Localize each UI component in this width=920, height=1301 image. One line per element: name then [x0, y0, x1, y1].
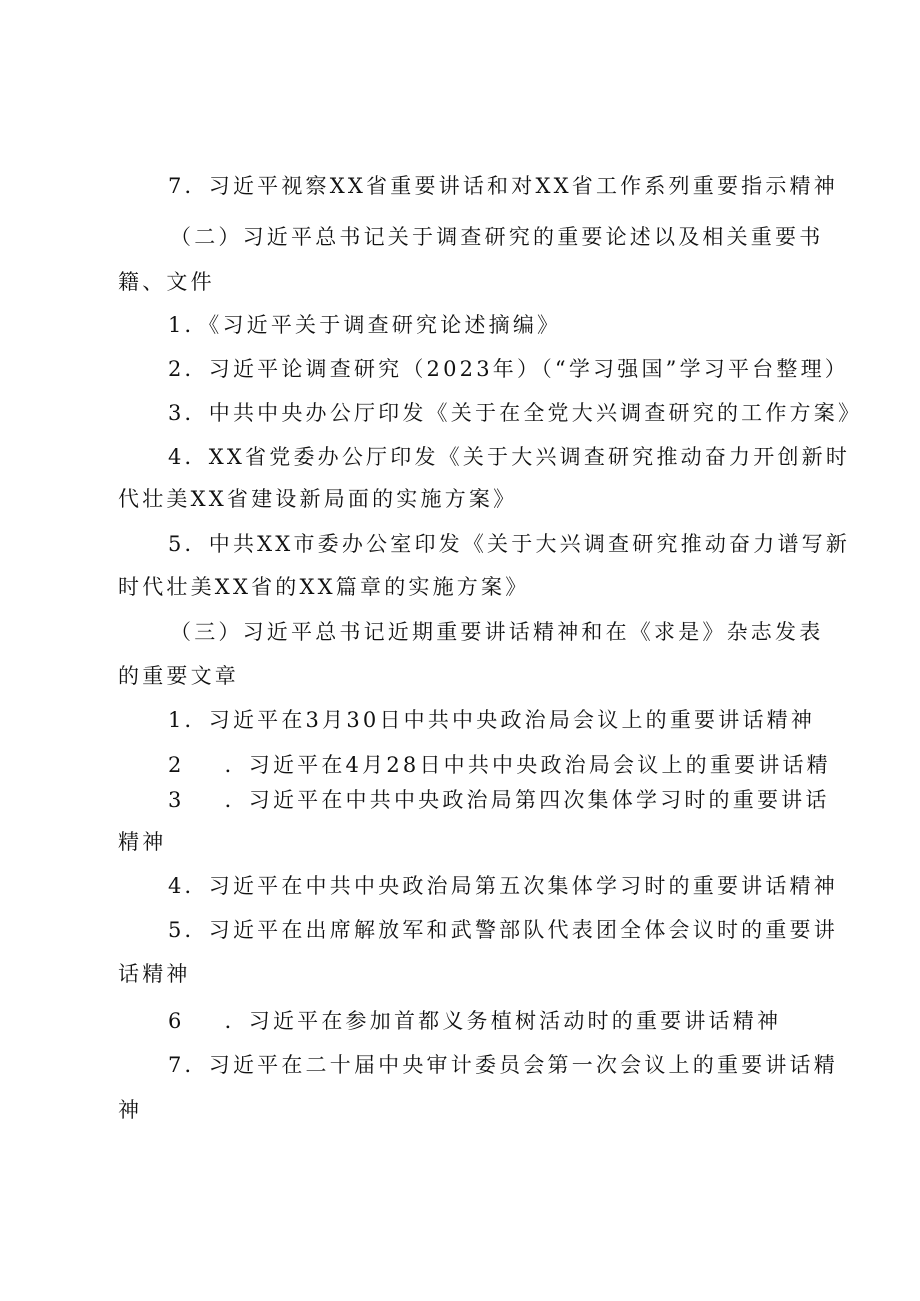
list-item-continuation: 话精神 — [118, 962, 191, 986]
list-item-number: 6 — [168, 1009, 185, 1033]
list-item — [168, 1008, 781, 1034]
section-heading: （三）习近平总书记近期重要讲话精神和在《求是》杂志发表 — [170, 620, 824, 644]
list-item-number: 3 — [168, 788, 185, 812]
list-item-text: ．习近平在中共中央政治局第四次集体学习时的重要讲话 — [224, 788, 830, 812]
list-item: 2．习近平论调查研究（2023年）（“学习强国”学习平台整理） — [168, 357, 849, 381]
list-item: 7．习近平视察XX省重要讲话和对XX省工作系列重要指示精神 — [168, 174, 838, 198]
list-item: 7．习近平在二十届中央审计委员会第一次会议上的重要讲话精 — [168, 1053, 838, 1077]
list-item: 1．习近平在3月30日中共中央政治局会议上的重要讲话精神 — [168, 708, 816, 732]
list-item-continuation: 代壮美XX省建设新局面的实施方案》 — [118, 487, 518, 511]
list-item: 4．XX省党委办公厅印发《关于大兴调查研究推动奋力开创新时 — [168, 445, 851, 469]
section-heading-continuation: 的重要文章 — [118, 664, 239, 688]
list-item: 5．习近平在出席解放军和武警部队代表团全体会议时的重要讲 — [168, 918, 838, 942]
list-item: 3．中共中央办公厅印发《关于在全党大兴调查研究的工作方案》 — [168, 401, 863, 425]
list-item-text: ．习近平在参加首都义务植树活动时的重要讲话精神 — [224, 1009, 782, 1033]
section-heading: （二）习近平总书记关于调查研究的重要论述以及相关重要书 — [170, 225, 824, 249]
list-item: 5．中共XX市委办公室印发《关于大兴调查研究推动奋力谱写新 — [168, 532, 851, 556]
list-item-continuation: 精神 — [118, 830, 167, 854]
list-item — [168, 787, 830, 813]
list-item: 1．《习近平关于调查研究论述摘编》 — [168, 313, 562, 337]
list-item: 4．习近平在中共中央政治局第五次集体学习时的重要讲话精神 — [168, 874, 838, 898]
list-item-text: ．习近平在4月28日中共中央政治局会议上的重要讲话精 — [224, 753, 831, 777]
list-item — [168, 752, 831, 778]
list-item-continuation: 时代壮美XX省的XX篇章的实施方案》 — [118, 575, 530, 599]
list-item-number: 2 — [168, 753, 185, 777]
section-heading-continuation: 籍、文件 — [118, 270, 215, 294]
list-item-continuation: 神 — [118, 1098, 143, 1122]
